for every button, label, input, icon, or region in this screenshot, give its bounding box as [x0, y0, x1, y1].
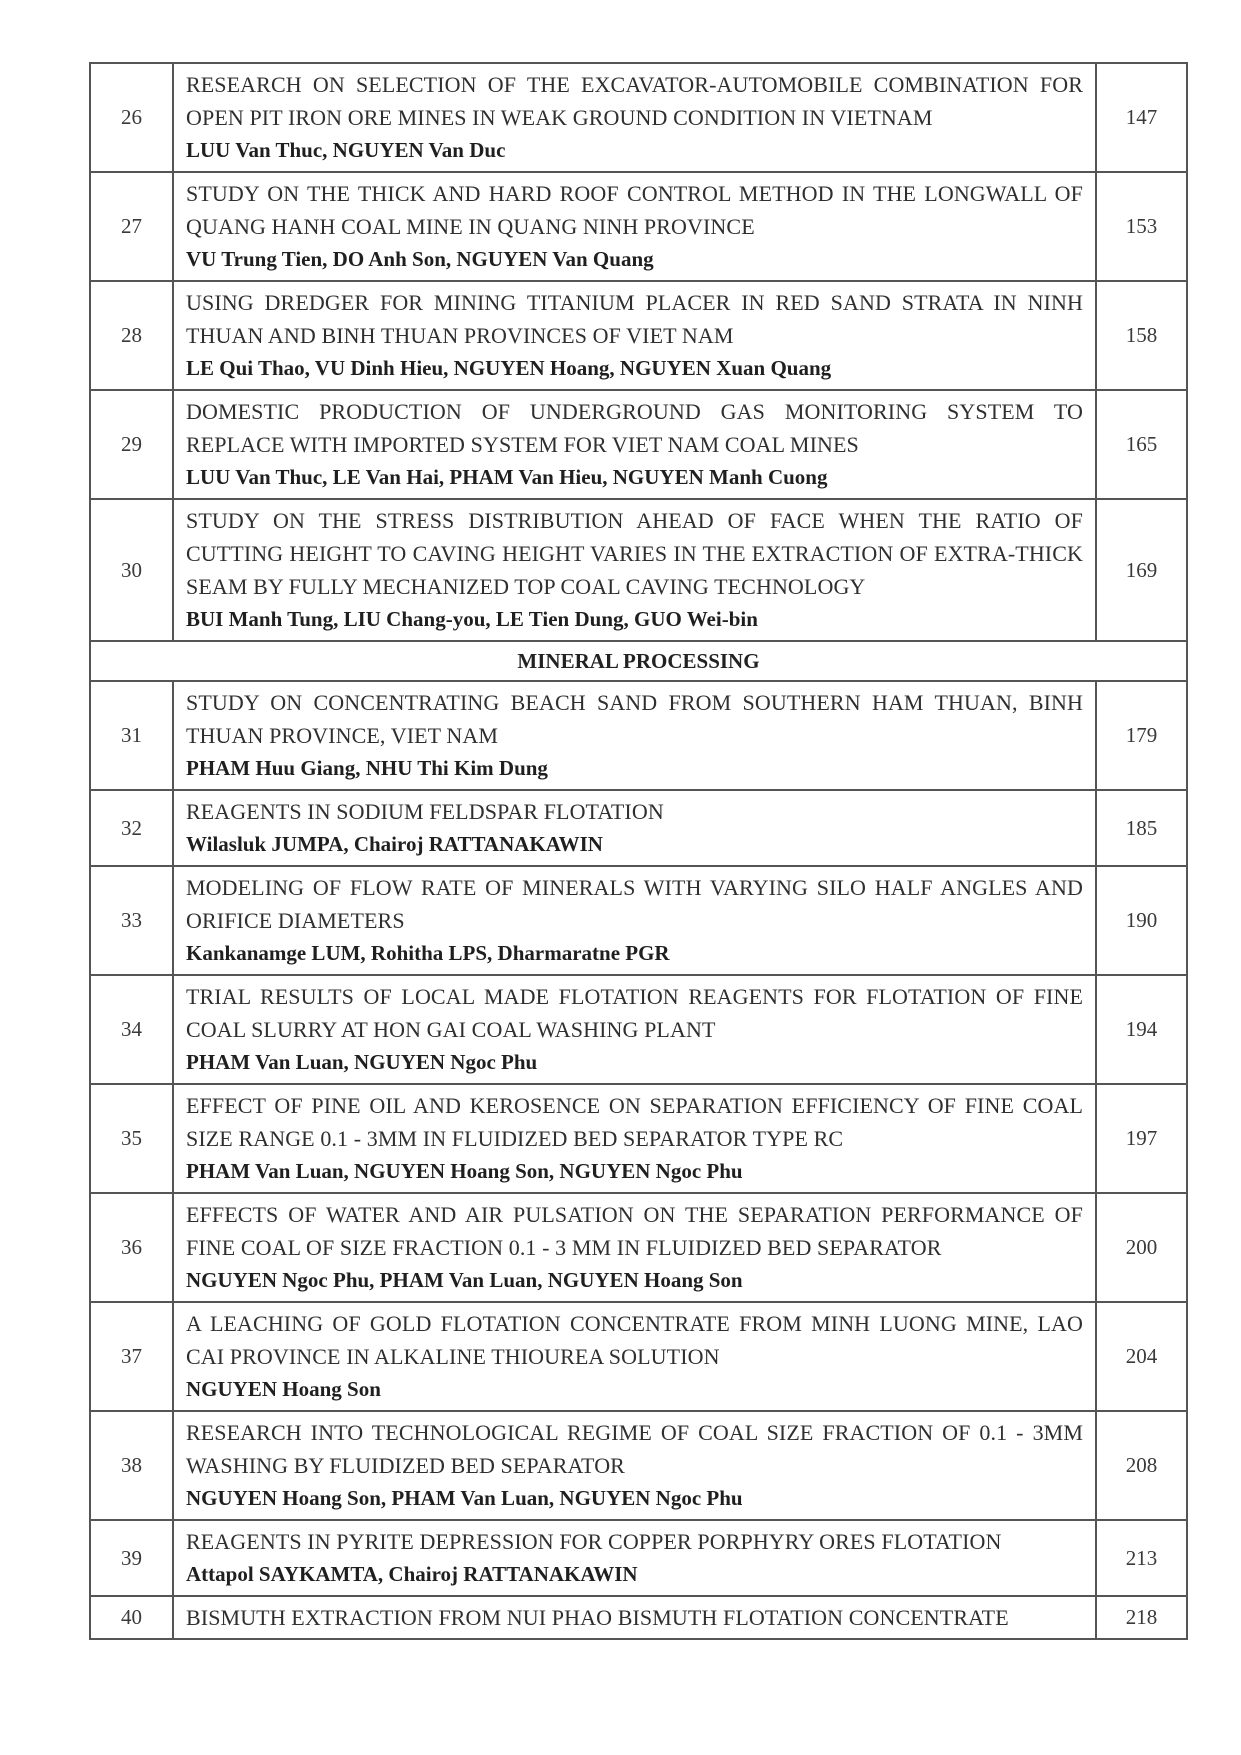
toc-row [90, 1411, 1187, 1520]
entry-title: BISMUTH EXTRACTION FROM NUI PHAO BISMUTH FLOTATION CONCENTRATE [186, 1605, 1009, 1630]
entry-cell [173, 975, 1096, 1084]
entry-number: 34 [90, 975, 173, 1084]
toc-row [90, 281, 1187, 390]
entry-page-number: 204 [1096, 1302, 1187, 1411]
entry-number: 26 [90, 63, 173, 172]
toc-row [90, 681, 1187, 790]
entry-page-number: 197 [1096, 1084, 1187, 1193]
entry-cell [173, 681, 1096, 790]
toc-row [90, 390, 1187, 499]
entry-number: 29 [90, 390, 173, 499]
toc-row [90, 1520, 1187, 1596]
entry-page-number: 208 [1096, 1411, 1187, 1520]
entry-page-number: 169 [1096, 499, 1187, 641]
entry-title: STUDY ON CONCENTRATING BEACH SAND FROM SOUTHERN HAM THUAN, BINH THUAN PROVINCE, VIET NAM [186, 690, 1083, 748]
entry-page-number: 153 [1096, 172, 1187, 281]
entry-number: 38 [90, 1411, 173, 1520]
toc-row [90, 1302, 1187, 1411]
entry-cell [173, 63, 1096, 172]
entry-page-number: 218 [1096, 1596, 1187, 1639]
entry-title: A LEACHING OF GOLD FLOTATION CONCENTRATE FROM MINH LUONG MINE, LAO CAI PROVINCE IN ALKALINE THIOUREA SOLUTION [186, 1311, 1083, 1369]
section-heading: MINERAL PROCESSING [90, 641, 1187, 681]
entry-cell [173, 1193, 1096, 1302]
entry-authors: Attapol SAYKAMTA, Chairoj RATTANAKAWIN [186, 1562, 638, 1586]
entry-number: 31 [90, 681, 173, 790]
table-of-contents [89, 62, 1188, 1640]
entry-authors: VU Trung Tien, DO Anh Son, NGUYEN Van Quang [186, 247, 654, 271]
entry-authors: LUU Van Thuc, NGUYEN Van Duc [186, 138, 506, 162]
toc-row [90, 63, 1187, 172]
toc-row [90, 1193, 1187, 1302]
entry-cell [173, 866, 1096, 975]
toc-row [90, 866, 1187, 975]
toc-row [90, 172, 1187, 281]
section-heading-row [90, 641, 1187, 681]
entry-cell [173, 1302, 1096, 1411]
entry-page-number: 165 [1096, 390, 1187, 499]
entry-page-number: 213 [1096, 1520, 1187, 1596]
entry-title: EFFECTS OF WATER AND AIR PULSATION ON THE SEPARATION PERFORMANCE OF FINE COAL OF SIZE FRACTION 0.1 - 3 MM IN FLUIDIZED BED SEPARATOR [186, 1202, 1083, 1260]
entry-number: 37 [90, 1302, 173, 1411]
entry-title: RESEARCH INTO TECHNOLOGICAL REGIME OF COAL SIZE FRACTION OF 0.1 - 3MM WASHING BY FLUIDIZED BED SEPARATOR [186, 1420, 1083, 1478]
entry-title: REAGENTS IN SODIUM FELDSPAR FLOTATION [186, 799, 664, 824]
entry-cell [173, 790, 1096, 866]
entry-number: 27 [90, 172, 173, 281]
entry-number: 30 [90, 499, 173, 641]
entry-title: STUDY ON THE THICK AND HARD ROOF CONTROL METHOD IN THE LONGWALL OF QUANG HANH COAL MINE IN QUANG NINH PROVINCE [186, 181, 1083, 239]
entry-cell [173, 1411, 1096, 1520]
entry-cell [173, 1520, 1096, 1596]
entry-page-number: 179 [1096, 681, 1187, 790]
toc-row [90, 1084, 1187, 1193]
entry-cell [173, 172, 1096, 281]
entry-cell [173, 390, 1096, 499]
entry-title: RESEARCH ON SELECTION OF THE EXCAVATOR-AUTOMOBILE COMBINATION FOR OPEN PIT IRON ORE MINES IN WEAK GROUND CONDITION IN VIETNAM [186, 72, 1083, 130]
entry-title: USING DREDGER FOR MINING TITANIUM PLACER IN RED SAND STRATA IN NINH THUAN AND BINH THUAN PROVINCES OF VIET NAM [186, 290, 1083, 348]
toc-row [90, 499, 1187, 641]
entry-number: 32 [90, 790, 173, 866]
entry-authors: PHAM Van Luan, NGUYEN Ngoc Phu [186, 1050, 538, 1074]
entry-cell [173, 499, 1096, 641]
entry-number: 33 [90, 866, 173, 975]
entry-cell [173, 281, 1096, 390]
entry-title: TRIAL RESULTS OF LOCAL MADE FLOTATION REAGENTS FOR FLOTATION OF FINE COAL SLURRY AT HON GAI COAL WASHING PLANT [186, 984, 1083, 1042]
entry-page-number: 194 [1096, 975, 1187, 1084]
entry-authors: NGUYEN Hoang Son [186, 1377, 381, 1401]
entry-title: STUDY ON THE STRESS DISTRIBUTION AHEAD OF FACE WHEN THE RATIO OF CUTTING HEIGHT TO CAVING HEIGHT VARIES IN THE EXTRACTION OF EXTRA-THICK SEAM BY FULLY MECHANIZED TOP COAL CAVING TECHNOLOGY [186, 508, 1083, 599]
entry-page-number: 190 [1096, 866, 1187, 975]
entry-title: EFFECT OF PINE OIL AND KEROSENCE ON SEPARATION EFFICIENCY OF FINE COAL SIZE RANGE 0.1 - 3MM IN FLUIDIZED BED SEPARATOR TYPE RC [186, 1093, 1083, 1151]
entry-cell [173, 1596, 1096, 1639]
entry-cell [173, 1084, 1096, 1193]
entry-title: DOMESTIC PRODUCTION OF UNDERGROUND GAS MONITORING SYSTEM TO REPLACE WITH IMPORTED SYSTEM FOR VIET NAM COAL MINES [186, 399, 1083, 457]
toc-row [90, 790, 1187, 866]
entry-title: MODELING OF FLOW RATE OF MINERALS WITH VARYING SILO HALF ANGLES AND ORIFICE DIAMETERS [186, 875, 1083, 933]
entry-authors: NGUYEN Ngoc Phu, PHAM Van Luan, NGUYEN Hoang Son [186, 1268, 743, 1292]
entry-authors: PHAM Huu Giang, NHU Thi Kim Dung [186, 756, 548, 780]
entry-number: 28 [90, 281, 173, 390]
entry-title: REAGENTS IN PYRITE DEPRESSION FOR COPPER PORPHYRY ORES FLOTATION [186, 1529, 1002, 1554]
entry-authors: BUI Manh Tung, LIU Chang-you, LE Tien Dung, GUO Wei-bin [186, 607, 758, 631]
entry-authors: Wilasluk JUMPA, Chairoj RATTANAKAWIN [186, 832, 603, 856]
entry-page-number: 158 [1096, 281, 1187, 390]
entry-authors: NGUYEN Hoang Son, PHAM Van Luan, NGUYEN Ngoc Phu [186, 1486, 743, 1510]
entry-page-number: 147 [1096, 63, 1187, 172]
entry-number: 40 [90, 1596, 173, 1639]
entry-number: 39 [90, 1520, 173, 1596]
toc-body [90, 63, 1187, 1639]
entry-page-number: 185 [1096, 790, 1187, 866]
entry-authors: LUU Van Thuc, LE Van Hai, PHAM Van Hieu, NGUYEN Manh Cuong [186, 465, 828, 489]
entry-authors: PHAM Van Luan, NGUYEN Hoang Son, NGUYEN Ngoc Phu [186, 1159, 743, 1183]
entry-authors: Kankanamge LUM, Rohitha LPS, Dharmaratne PGR [186, 941, 670, 965]
entry-page-number: 200 [1096, 1193, 1187, 1302]
toc-row [90, 975, 1187, 1084]
entry-authors: LE Qui Thao, VU Dinh Hieu, NGUYEN Hoang, NGUYEN Xuan Quang [186, 356, 832, 380]
toc-row [90, 1596, 1187, 1639]
entry-number: 36 [90, 1193, 173, 1302]
entry-number: 35 [90, 1084, 173, 1193]
